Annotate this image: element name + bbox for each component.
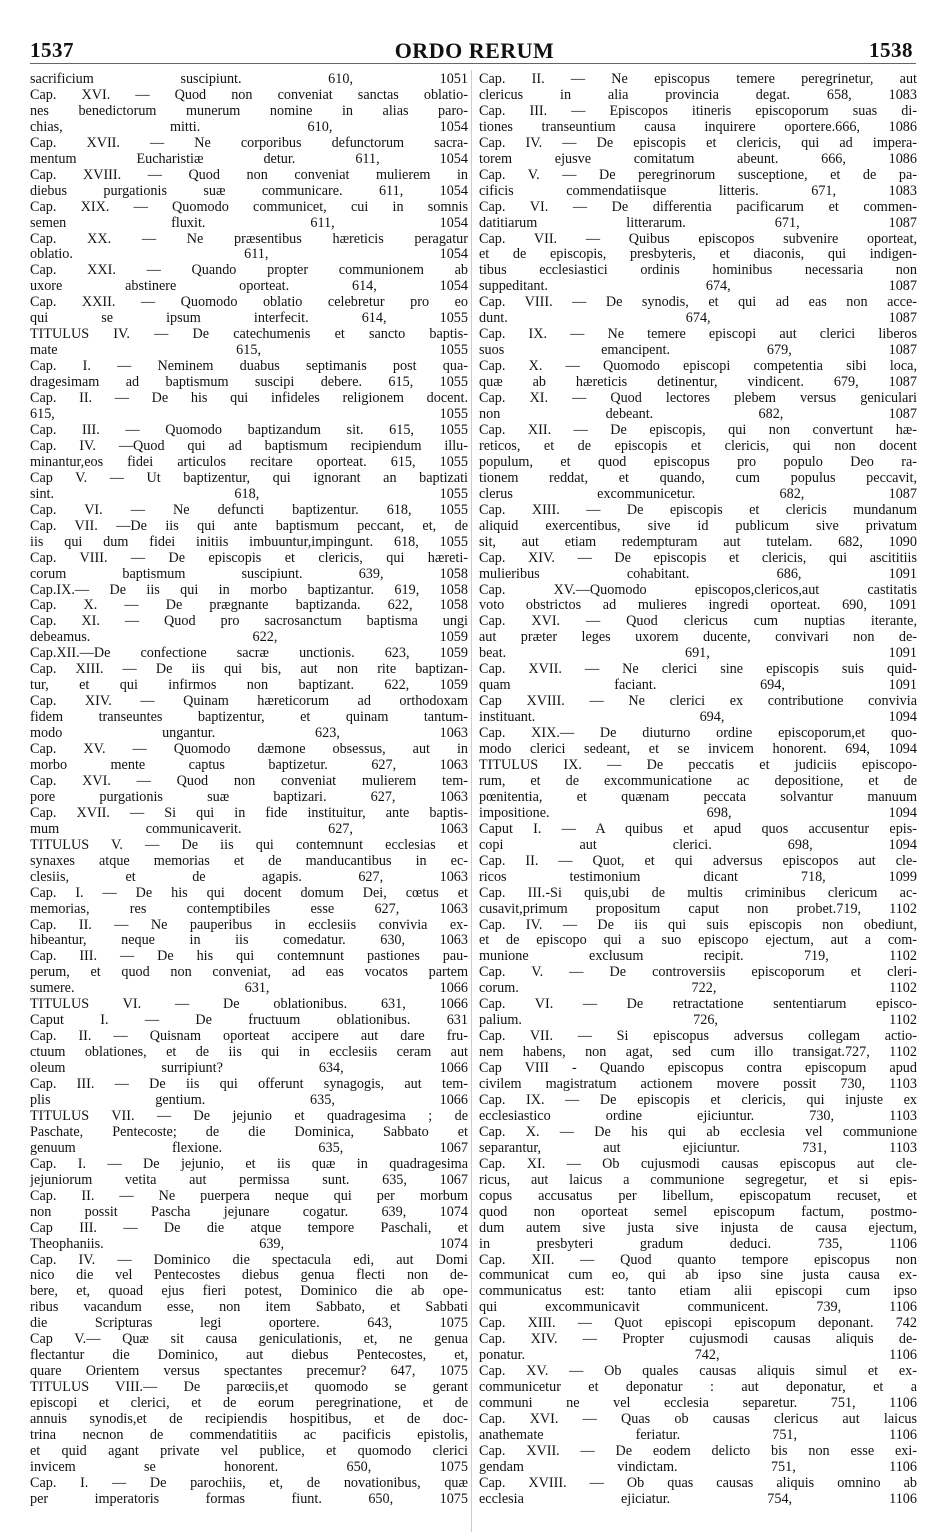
index-line: in presbyteri gradum deduci. 735, 1106 [479,1235,917,1252]
index-line: communi ne vel ecclesia separetur. 751, 1106 [479,1395,917,1412]
index-line: munione exclusum recipit. 719, 1102 [479,948,917,965]
index-line: mulieribus cohabitant. 686, 1091 [479,565,917,582]
index-line: Cap. IV. — Dominico die spectacula edi, aut Domi [30,1251,468,1268]
index-line: synaxes atque memorias et de manducantibus in ec- [30,852,468,869]
index-line: Cap. XVII. — Ne corporibus defunctorum sacra- [30,134,468,151]
index-line: die Scripturas legi oportere. 643, 1075 [30,1315,468,1332]
index-line: Cap. XVIII. — Ob quas causas aliquis omnino ab [479,1474,917,1491]
index-line: tibus ecclesiastici ordinis hominibus necessaria non [479,262,917,279]
index-line: Cap. V. — De peregrinorum susceptione, et de pa- [479,166,917,183]
index-line: communicatus est: tanto etiam alii episcopi cum ipso [479,1283,917,1300]
index-line: anathemate feriatur. 751, 1106 [479,1427,917,1444]
index-line: Cap. XVII. — Ne clerici sine episcopis suis quid- [479,661,917,678]
index-line: bere, et, quoad ejus fieri potest, Dominico die ab ope- [30,1283,468,1300]
index-line: Cap. VII. — Si episcopus adversus collegam actio- [479,1028,917,1045]
index-line: populum, et quod episcopus pro populo Deo ra- [479,453,917,470]
index-line: genuum flexione. 635, 1067 [30,1139,468,1156]
index-line: Cap. VI. — Ne defuncti baptizentur. 618, 1055 [30,501,468,518]
index-line: Cap. IV. — De episcopis et clericis, qui ad impera- [479,134,917,151]
index-line: TITULUS VII. — De jejunio et quadragesima ; de [30,1107,468,1124]
index-line: dunt. 674, 1087 [479,310,917,327]
index-line: Cap. XI. — Quod pro sacrosanctum baptisma ungi [30,613,468,630]
index-line: plis gentium. 635, 1066 [30,1092,468,1108]
index-line: sit, aut etiam redempturam aut tutelam. 682, 1090 [479,533,917,550]
index-line: copi aut clerici. 698, 1094 [479,836,917,853]
index-line: nem habens, non agat, sed cum illo transigat.727, 1102 [479,1044,917,1061]
index-line: qui excommunicavit communicent. 739, 1106 [479,1299,917,1316]
index-line: quæ ab hæreticis detinentur, vindicent. 679, 1087 [479,374,917,391]
index-line: copus accusatus per libellum, episcopatum recuset, et [479,1187,917,1204]
index-line: debeamus. 622, 1059 [30,629,468,646]
index-line: minantur,eos fidei articulos recitare oporteat. 615, 1055 [30,453,468,470]
index-line: Cap. III. — Episcopos itineris episcoporum suas di- [479,102,917,119]
index-line: Cap. VII. — Quibus episcopos subvenire oporteat, [479,230,917,247]
index-line: Cap V.— Quæ sit causa geniculationis, et, ne genua [30,1331,468,1348]
index-line: ricus, aut laicus a communione segregetur, et si epis- [479,1171,917,1188]
index-line: Cap III. — De die atque tempore Paschali, et [30,1219,468,1236]
index-line: Cap. VI. — De differentia pacificarum et commen- [479,198,917,215]
index-line: suppeditant. 674, 1087 [479,278,917,295]
index-line: cusavit,primum propositum caput non probet.719, 1102 [479,900,917,917]
index-line: hibeantur, neque in iis comedatur. 630, 1063 [30,932,468,949]
index-line: Cap. XXI. — Quando propter communionem ab [30,262,468,279]
left-page-number: 1537 [30,38,74,62]
index-line: clesiis, et de agapis. 627, 1063 [30,868,468,885]
index-line: Cap.IX.— De iis qui in morbo baptizantur. 619, 1058 [30,581,468,598]
index-line: TITULUS IV. — De catechumenis et sancto baptis- [30,326,468,343]
index-line: memorias, res contemptibiles esse 627, 1063 [30,900,468,917]
index-line: Cap. XVI. — Quod clericus cum nuptias iterante, [479,613,917,630]
index-line: Cap. XV. — Quomodo dæmone obsessus, aut in [30,741,468,758]
index-line: Cap XVIII. — Ne clerici ex contributione convivia [479,693,917,710]
index-line: datitiarum litterarum. 671, 1087 [479,214,917,231]
index-line: morbo mente captus baptizetur. 627, 1063 [30,756,468,773]
index-line: Cap. XIX. — Quomodo communicet, cui in somnis [30,198,468,215]
index-line: Cap. XIII. — De iis qui bis, aut non rite baptizan- [30,661,468,678]
index-line: Cap. II. — De his qui infideles religionem docent. [30,390,468,407]
index-line: civilem magistratum actionem movere possit 730, 1103 [479,1076,917,1093]
index-line: palium. 726, 1102 [479,1012,917,1029]
index-line: tiones transeuntium causa inquirere oportere.666, 1086 [479,118,917,135]
index-line: corum. 722, 1102 [479,980,917,997]
index-line: Cap. II. — Ne puerpera neque qui per morbum [30,1187,468,1204]
index-line: modo clerici sedeant, et se invicem honorent. 694, 1094 [479,741,917,758]
index-line: TITULUS V. — De iis qui contemnunt ecclesias et [30,836,468,853]
index-line: flectantur die Dominico, aut diebus Pentecostes, et, [30,1347,468,1364]
index-line: Cap. XVI. — Quod non conveniat mulierem tem- [30,772,468,789]
left-column [30,72,468,1532]
index-line: ponatur. 742, 1106 [479,1347,917,1364]
index-line: TITULUS IX. — De peccatis et judiciis episcopo- [479,756,917,773]
index-line: Cap. VII. —De iis qui ante baptismum peccant, et, de [30,517,468,534]
index-line: semen fluxit. 611, 1054 [30,214,468,231]
index-line: mate 615, 1055 [30,342,468,359]
index-line: ctuum oblationes, et de iis qui in ecclesiis ceram aut [30,1044,468,1061]
index-line: suos emancipent. 679, 1087 [479,342,917,359]
index-line: annuis synodis,et de recipiendis hospitibus, et de doc- [30,1411,468,1428]
index-line: Cap. XII. — De episcopis, qui non convertunt hæ- [479,421,917,438]
index-line: Cap. IV. — De iis qui suis episcopis non obediunt, [479,916,917,933]
index-line: Cap. VI. — De retractatione sententiarum episco- [479,996,917,1013]
header-rule [30,63,916,64]
index-line: mum communicaverit. 627, 1063 [30,820,468,837]
index-line: chias, mitti. 610, 1054 [30,118,468,135]
index-line: Cap. XVII. — Si qui in fide instituitur, ante baptis- [30,804,468,821]
index-line: Cap. XIV. — De episcopis et clericis, qui ascititiis [479,549,917,566]
index-line: impositione. 698, 1094 [479,804,917,821]
index-line: Cap. I. — De his qui docent domum Dei, cœtus et [30,884,468,901]
index-line: iis qui dum fidei initiis imbuuntur,impingunt. 618, 1055 [30,533,468,550]
index-line: reticos, et de episcopis et clericis, qui non docent [479,437,917,454]
index-line: Cap. XX. — Ne præsentibus hæreticis peragatur [30,230,468,247]
index-line: Cap. VIII. — De episcopis et clericis, qui hæreti- [30,549,468,566]
index-line: Cap.XII.—De confectione sacræ unctionis. 623, 1059 [30,645,468,662]
index-line: gendam vindictam. 751, 1106 [479,1458,917,1475]
index-line: Cap. XXII. — Quomodo oblatio celebretur pro eo [30,294,468,311]
index-line: mentum Eucharistiæ detur. 611, 1054 [30,150,468,167]
index-line: et de episcopo qui a suo episcopo ejectum, aut a com- [479,932,917,949]
index-line: Cap. I. — Neminem duabus septimanis post qua- [30,358,468,375]
index-line: non possit Pascha jejunare cogatur. 639, 1074 [30,1203,468,1220]
index-line: sumere. 631, 1066 [30,980,468,997]
index-line: pœnitentia, et quænam peccata solvantur manuum [479,788,917,805]
index-line: qui se ipsum interfecit. 614, 1055 [30,310,468,327]
index-line: ribus vacandum esse, non item Sabbato, et Sabbati [30,1299,468,1316]
index-line: Cap. VIII. — De synodis, et qui ad eas non acce- [479,294,917,311]
index-line: et de episcopis, presbyteris, et diaconis, qui indigen- [479,246,917,263]
index-line: communicetur et deponatur : aut deponatur, et a [479,1379,917,1396]
index-line: tur, et qui infirmos non baptizant. 622, 1059 [30,677,468,694]
index-line: Cap. XIII. — De episcopis et clericis mundanum [479,501,917,518]
index-line: Cap. XIX.— De diuturno ordine episcoporum,et quo- [479,725,917,742]
index-line: uxore abstinere oporteat. 614, 1054 [30,278,468,295]
index-line: quare Orientem versus spectantes precemur? 647, 1075 [30,1363,468,1380]
index-line: modo ungantur. 623, 1063 [30,725,468,742]
index-line: Cap. XIV. — Quinam hæreticorum ad orthodoxam [30,693,468,710]
index-line: Cap. XIV. — Propter cujusmodi causas aliquis de- [479,1331,917,1348]
index-line: corum baptismum suscipiunt. 639, 1058 [30,565,468,582]
index-line: Theophaniis. 639, 1074 [30,1235,468,1252]
index-line: dum autem sive justa sive injusta de causa ejectum, [479,1219,917,1236]
index-line: Cap VIII - Quando episcopus contra episcopum apud [479,1060,917,1077]
index-line: Cap. X. — De his qui ab ecclesia vel communione [479,1123,917,1140]
index-line: Cap. XVI. — Quod non conveniat sanctas oblatio- [30,86,468,103]
index-line: quod non oporteat semel episcopum factum, postmo- [479,1203,917,1220]
index-line: invicem se honorent. 650, 1075 [30,1458,468,1475]
index-line: Cap. XVII. — De eodem delicto bis non esse exi- [479,1442,917,1459]
index-line: episcopi et clerici, et de eorum peregrinatione, et de [30,1395,468,1412]
index-line: separantur, aut ejiciuntur. 731, 1103 [479,1139,917,1156]
index-line: 615, 1055 [30,406,468,423]
index-line: oblatio. 611, 1054 [30,246,468,263]
index-line: dragesimam ad baptismum suscipi debere. 615, 1055 [30,374,468,391]
index-line: Cap. XI. — Ob cujusmodi causas episcopus aut cle- [479,1155,917,1172]
index-line: ecclesiastico ordine ejiciuntur. 730, 1103 [479,1107,917,1124]
index-line: Cap. XV.—Quomodo episcopos,clericos,aut castitatis [479,581,917,598]
index-line: perum, et quod non conveniat, ad eas vocatos partem [30,964,468,981]
index-line: quam faciant. 694, 1091 [479,677,917,694]
index-line: instituant. 694, 1094 [479,709,917,726]
index-line: sacrificium suscipiunt. 610, 1051 [30,72,468,87]
index-line: Cap. XIII. — Quot episcopi episcopum deponant. 742 [479,1315,917,1332]
index-line: Cap. X. — Quomodo episcopi competentia sibi loca, [479,358,917,375]
index-line: nes benedictorum munerum nomine in alias paro- [30,102,468,119]
index-line: Cap. XII. — Quod quanto tempore episcopus non [479,1251,917,1268]
index-line: Cap. III. — De iis qui offerunt synagogis, aut tem- [30,1076,468,1093]
index-line: Cap. V. — De controversiis episcoporum et cleri- [479,964,917,981]
index-line: nico die vel Pentecostes diebus genua flecti non de- [30,1267,468,1284]
index-line: sint. 618, 1055 [30,485,468,502]
index-line: aut præter leges uxorem ducente, convivari non de- [479,629,917,646]
index-line: Cap. III. — Quomodo baptizandum sit. 615, 1055 [30,421,468,438]
index-line: et quid agant private vel publice, et quomodo clerici [30,1442,468,1459]
index-line: Cap. IX. — De episcopis et clericis, qui injuste ex [479,1092,917,1108]
index-line: oleum surripiunt? 634, 1066 [30,1060,468,1077]
index-line: Cap. II. — Quot, et qui adversus episcopos aut cle- [479,852,917,869]
index-line: pore purgationis suæ baptizari. 627, 1063 [30,788,468,805]
index-line: Cap. II. — Ne pauperibus in ecclesiis convivia ex- [30,916,468,933]
index-line: Cap. IV. —Quod qui ad baptismum recipiendum illu- [30,437,468,454]
index-line: aliquid exercentibus, sive id publicum sive privatum [479,517,917,534]
index-line: Cap. XI. — Quod lectores plebem versus geniculari [479,390,917,407]
index-line: cificis commendatiisque litteris. 671, 1083 [479,182,917,199]
index-line: Paschate, Pentecoste; de die Dominica, Sabbato et [30,1123,468,1140]
index-line: Cap. III.-Si quis,ubi de multis criminibus clericum ac- [479,884,917,901]
index-line: jejuniorum vetita aut permissa sunt. 635, 1067 [30,1171,468,1188]
index-line: tionem reddat, et quando, cum populus peccavit, [479,469,917,486]
index-line: non debeant. 682, 1087 [479,406,917,423]
index-line: Cap. XV. — Ob quales causas aliquis simul et ex- [479,1363,917,1380]
column-divider [471,70,472,1532]
index-line: communicat cum eo, qui ab ipso sine justa causa ex- [479,1267,917,1284]
index-line: Cap. X. — De prægnante baptizanda. 622, 1058 [30,597,468,614]
index-line: TITULUS VI. — De oblationibus. 631, 1066 [30,996,468,1013]
index-line: Cap. II. — Quisnam oporteat accipere aut dare fru- [30,1028,468,1045]
index-line: rum, et de excommunicatione ac depositione, et de [479,772,917,789]
index-line: Cap. XVIII. — Quod non conveniat mulierem in [30,166,468,183]
index-line: Caput I. — A quibus et apud quos accusentur epis- [479,820,917,837]
index-line: Cap. IX. — Ne temere episcopi aut clerici liberos [479,326,917,343]
running-title: ORDO RERUM [394,38,555,63]
index-line: ecclesia ejiciatur. 754, 1106 [479,1490,917,1507]
index-line: Cap V. — Ut baptizentur, qui ignorant an baptizati [30,469,468,486]
index-line: clerus excommunicetur. 682, 1087 [479,485,917,502]
index-line: TITULUS VIII.— De parœciis,et quomodo se gerant [30,1379,468,1396]
index-line: beat. 691, 1091 [479,645,917,662]
index-line: trina necnon de commendatitiis ac pacificis epistolis, [30,1427,468,1444]
index-line: diebus purgationis suæ communicare. 611, 1054 [30,182,468,199]
index-line: Cap. I. — De parochiis, et, de novationibus, quæ [30,1474,468,1491]
index-line: Cap. II. — Ne episcopus temere peregrinetur, aut [479,72,917,87]
index-line: ricos testimonium dicant 718, 1099 [479,868,917,885]
index-line: clericus in alia provincia degat. 658, 1083 [479,86,917,103]
index-line: torem ejusve comitatum abeunt. 666, 1086 [479,150,917,167]
index-line: Cap. XVI. — Quas ob causas clericus aut laicus [479,1411,917,1428]
index-line: Caput I. — De fructuum oblationibus. 631 [30,1012,468,1029]
right-column [479,72,917,1532]
index-line: per imperatoris formas fiunt. 650, 1075 [30,1490,468,1507]
index-line: Cap. I. — De jejunio, et iis quæ in quadragesima [30,1155,468,1172]
index-line: fidem transeuntes baptizentur, et quinam tantum- [30,709,468,726]
index-line: Cap. III. — De his qui contemnunt pastiones pau- [30,948,468,965]
right-page-number: 1538 [869,38,913,62]
index-line: voto obstrictos ad mulieres ingredi oporteat. 690, 1091 [479,597,917,614]
